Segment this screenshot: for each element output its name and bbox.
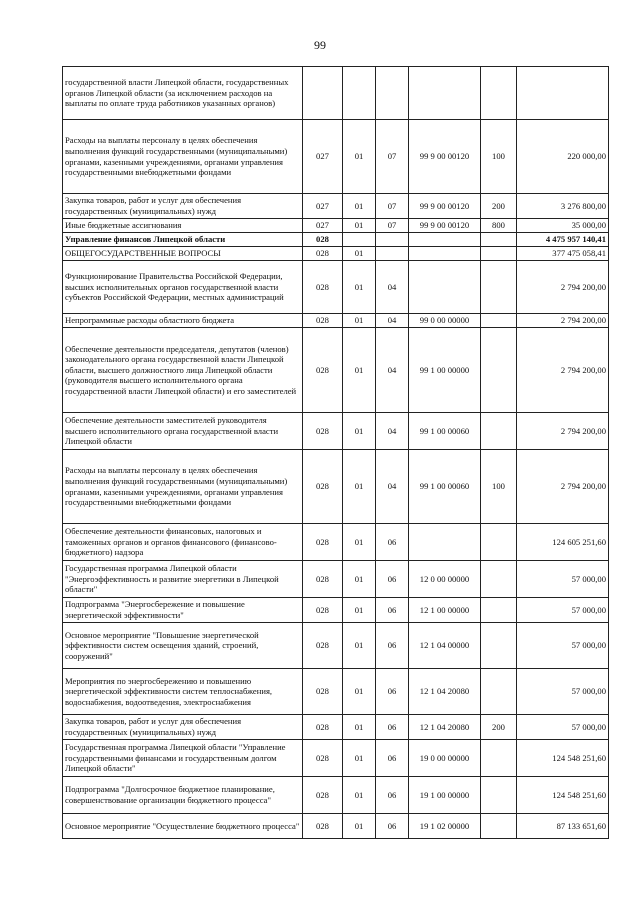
amount-cell: 124 548 251,60 bbox=[517, 740, 609, 777]
subsection-code-cell: 06 bbox=[376, 740, 409, 777]
target-article-cell: 99 0 00 00000 bbox=[409, 314, 481, 328]
expense-type-cell: 200 bbox=[481, 194, 517, 219]
expense-type-cell bbox=[481, 233, 517, 247]
table-row bbox=[63, 669, 609, 715]
amount-cell: 2 794 200,00 bbox=[517, 261, 609, 314]
section-code-cell: 01 bbox=[343, 740, 376, 777]
ministry-code-cell bbox=[303, 67, 343, 120]
section-code-cell bbox=[343, 233, 376, 247]
ministry-code-cell: 028 bbox=[303, 623, 343, 669]
page-number: 99 bbox=[314, 38, 326, 52]
target-article-cell: 12 1 04 20080 bbox=[409, 669, 481, 715]
table-row bbox=[63, 314, 609, 328]
ministry-code-cell: 028 bbox=[303, 247, 343, 261]
ministry-code-cell: 028 bbox=[303, 413, 343, 450]
section-code-cell: 01 bbox=[343, 715, 376, 740]
expense-type-cell: 800 bbox=[481, 219, 517, 233]
target-article-cell: 19 1 00 00000 bbox=[409, 777, 481, 814]
item-name-cell: Закупка товаров, работ и услуг для обеспечения государственных (муниципальных) нужд bbox=[63, 715, 303, 740]
ministry-code-cell: 028 bbox=[303, 777, 343, 814]
item-name-cell: Основное мероприятие "Повышение энергетической эффективности систем освещения зданий, строений, сооружений" bbox=[63, 623, 303, 669]
expense-type-cell bbox=[481, 524, 517, 561]
table-row bbox=[63, 450, 609, 524]
table-row bbox=[63, 623, 609, 669]
expense-type-cell bbox=[481, 413, 517, 450]
ministry-code-cell: 028 bbox=[303, 561, 343, 598]
amount-cell: 377 475 058,41 bbox=[517, 247, 609, 261]
ministry-code-cell: 028 bbox=[303, 233, 343, 247]
section-code-cell: 01 bbox=[343, 194, 376, 219]
table-row bbox=[63, 413, 609, 450]
ministry-code-cell: 028 bbox=[303, 261, 343, 314]
target-article-cell bbox=[409, 233, 481, 247]
expense-type-cell bbox=[481, 623, 517, 669]
item-name-cell: Обеспечение деятельности заместителей руководителя высшего исполнительного органа государственной власти Липецкой области bbox=[63, 413, 303, 450]
table-body bbox=[63, 67, 609, 839]
item-name-cell: Иные бюджетные ассигнования bbox=[63, 219, 303, 233]
section-code-cell: 01 bbox=[343, 328, 376, 413]
ministry-code-cell: 028 bbox=[303, 524, 343, 561]
table-row bbox=[63, 598, 609, 623]
item-name-cell: Расходы на выплаты персоналу в целях обеспечения выполнения функций государственными (муниципальными) органами, казенными учреждениями, органами управления государственными внебюджетными фондами bbox=[63, 120, 303, 194]
amount-cell: 57 000,00 bbox=[517, 561, 609, 598]
section-code-cell: 01 bbox=[343, 314, 376, 328]
expense-type-cell bbox=[481, 777, 517, 814]
target-article-cell: 99 1 00 00000 bbox=[409, 328, 481, 413]
item-name-cell: Государственная программа Липецкой области "Управление государственными финансами и государственным долгом Липецкой области" bbox=[63, 740, 303, 777]
ministry-code-cell: 027 bbox=[303, 120, 343, 194]
section-code-cell: 01 bbox=[343, 450, 376, 524]
subsection-code-cell: 07 bbox=[376, 120, 409, 194]
subsection-code-cell: 04 bbox=[376, 450, 409, 524]
section-code-cell: 01 bbox=[343, 561, 376, 598]
item-name-cell: Функционирование Правительства Российской Федерации, высших исполнительных органов государственной власти субъектов Российской Федерации, местных администраций bbox=[63, 261, 303, 314]
ministry-code-cell: 028 bbox=[303, 740, 343, 777]
subsection-code-cell: 04 bbox=[376, 413, 409, 450]
table-row bbox=[63, 194, 609, 219]
target-article-cell: 19 0 00 00000 bbox=[409, 740, 481, 777]
expense-type-cell bbox=[481, 598, 517, 623]
amount-cell: 57 000,00 bbox=[517, 598, 609, 623]
expense-type-cell bbox=[481, 247, 517, 261]
amount-cell: 2 794 200,00 bbox=[517, 314, 609, 328]
amount-cell: 124 548 251,60 bbox=[517, 777, 609, 814]
target-article-cell bbox=[409, 67, 481, 120]
amount-cell: 2 794 200,00 bbox=[517, 450, 609, 524]
table-row bbox=[63, 328, 609, 413]
item-name-cell: Мероприятия по энергосбережению и повышению энергетической эффективности систем теплоснабжения, водоснабжения, водоотведения, электроснабжения bbox=[63, 669, 303, 715]
ministry-code-cell: 027 bbox=[303, 194, 343, 219]
item-name-cell: Обеспечение деятельности финансовых, налоговых и таможенных органов и органов финансового (финансово-бюджетного) надзора bbox=[63, 524, 303, 561]
expense-type-cell bbox=[481, 669, 517, 715]
section-code-cell: 01 bbox=[343, 669, 376, 715]
expense-type-cell bbox=[481, 561, 517, 598]
section-code-cell: 01 bbox=[343, 247, 376, 261]
item-name-cell: Управление финансов Липецкой области bbox=[63, 233, 303, 247]
expense-type-cell bbox=[481, 740, 517, 777]
item-name-cell: Основное мероприятие "Осуществление бюджетного процесса" bbox=[63, 814, 303, 839]
expense-type-cell: 100 bbox=[481, 120, 517, 194]
target-article-cell: 12 1 04 20080 bbox=[409, 715, 481, 740]
ministry-code-cell: 028 bbox=[303, 715, 343, 740]
item-name-cell: Обеспечение деятельности председателя, депутатов (членов) законодательного органа государственной власти Липецкой области, высшего должностного лица Липецкой области (руководителя высшего исполнительного органа государственной власти Липецкой области) и его заместителей bbox=[63, 328, 303, 413]
target-article-cell bbox=[409, 261, 481, 314]
target-article-cell bbox=[409, 247, 481, 261]
ministry-code-cell: 028 bbox=[303, 328, 343, 413]
target-article-cell: 99 9 00 00120 bbox=[409, 120, 481, 194]
ministry-code-cell: 027 bbox=[303, 219, 343, 233]
subsection-code-cell: 04 bbox=[376, 314, 409, 328]
subsection-code-cell bbox=[376, 247, 409, 261]
expense-type-cell bbox=[481, 814, 517, 839]
subsection-code-cell: 06 bbox=[376, 777, 409, 814]
subsection-code-cell: 06 bbox=[376, 623, 409, 669]
table-row bbox=[63, 561, 609, 598]
subsection-code-cell: 06 bbox=[376, 561, 409, 598]
amount-cell: 124 605 251,60 bbox=[517, 524, 609, 561]
item-name-cell: Подпрограмма "Долгосрочное бюджетное планирование, совершенствование организации бюджетного процесса" bbox=[63, 777, 303, 814]
section-code-cell: 01 bbox=[343, 814, 376, 839]
subsection-code-cell: 04 bbox=[376, 261, 409, 314]
amount-cell: 57 000,00 bbox=[517, 669, 609, 715]
table-row bbox=[63, 67, 609, 120]
item-name-cell: ОБЩЕГОСУДАРСТВЕННЫЕ ВОПРОСЫ bbox=[63, 247, 303, 261]
target-article-cell: 12 0 00 00000 bbox=[409, 561, 481, 598]
ministry-code-cell: 028 bbox=[303, 598, 343, 623]
ministry-code-cell: 028 bbox=[303, 814, 343, 839]
section-code-cell: 01 bbox=[343, 623, 376, 669]
target-article-cell: 99 1 00 00060 bbox=[409, 450, 481, 524]
subsection-code-cell: 06 bbox=[376, 669, 409, 715]
section-code-cell: 01 bbox=[343, 261, 376, 314]
section-code-cell bbox=[343, 67, 376, 120]
section-code-cell: 01 bbox=[343, 413, 376, 450]
amount-cell: 57 000,00 bbox=[517, 623, 609, 669]
amount-cell bbox=[517, 67, 609, 120]
table-row bbox=[63, 715, 609, 740]
ministry-code-cell: 028 bbox=[303, 450, 343, 524]
section-code-cell: 01 bbox=[343, 524, 376, 561]
section-code-cell: 01 bbox=[343, 120, 376, 194]
amount-cell: 4 475 957 140,41 bbox=[517, 233, 609, 247]
subsection-code-cell: 06 bbox=[376, 598, 409, 623]
target-article-cell: 99 1 00 00060 bbox=[409, 413, 481, 450]
subsection-code-cell bbox=[376, 233, 409, 247]
subsection-code-cell: 07 bbox=[376, 194, 409, 219]
section-code-cell: 01 bbox=[343, 219, 376, 233]
table-row bbox=[63, 261, 609, 314]
table-row bbox=[63, 247, 609, 261]
target-article-cell: 99 9 00 00120 bbox=[409, 219, 481, 233]
item-name-cell: государственной власти Липецкой области, государственных органов Липецкой области (за исключением расходов на выплаты по оплате труда работников указанных органов) bbox=[63, 67, 303, 120]
subsection-code-cell: 07 bbox=[376, 219, 409, 233]
section-code-cell: 01 bbox=[343, 777, 376, 814]
section-code-cell: 01 bbox=[343, 598, 376, 623]
subsection-code-cell bbox=[376, 67, 409, 120]
target-article-cell bbox=[409, 524, 481, 561]
subsection-code-cell: 06 bbox=[376, 524, 409, 561]
table-row bbox=[63, 777, 609, 814]
table-row bbox=[63, 233, 609, 247]
expense-type-cell bbox=[481, 261, 517, 314]
subsection-code-cell: 06 bbox=[376, 814, 409, 839]
expense-type-cell: 100 bbox=[481, 450, 517, 524]
ministry-code-cell: 028 bbox=[303, 314, 343, 328]
item-name-cell: Расходы на выплаты персоналу в целях обеспечения выполнения функций государственными (муниципальными) органами, казенными учреждениями, органами управления государственными внебюджетными фондами bbox=[63, 450, 303, 524]
item-name-cell: Государственная программа Липецкой области "Энергоэффективность и развитие энергетики в Липецкой области" bbox=[63, 561, 303, 598]
table-row bbox=[63, 740, 609, 777]
amount-cell: 35 000,00 bbox=[517, 219, 609, 233]
table-row bbox=[63, 219, 609, 233]
amount-cell: 220 000,00 bbox=[517, 120, 609, 194]
expense-type-cell bbox=[481, 314, 517, 328]
target-article-cell: 19 1 02 00000 bbox=[409, 814, 481, 839]
expense-type-cell bbox=[481, 67, 517, 120]
table-row bbox=[63, 120, 609, 194]
table-row bbox=[63, 524, 609, 561]
amount-cell: 3 276 800,00 bbox=[517, 194, 609, 219]
item-name-cell: Подпрограмма "Энергосбережение и повышение энергетической эффективности" bbox=[63, 598, 303, 623]
expense-type-cell bbox=[481, 328, 517, 413]
item-name-cell: Непрограммные расходы областного бюджета bbox=[63, 314, 303, 328]
target-article-cell: 99 9 00 00120 bbox=[409, 194, 481, 219]
amount-cell: 2 794 200,00 bbox=[517, 413, 609, 450]
ministry-code-cell: 028 bbox=[303, 669, 343, 715]
expense-type-cell: 200 bbox=[481, 715, 517, 740]
target-article-cell: 12 1 00 00000 bbox=[409, 598, 481, 623]
budget-table bbox=[62, 66, 609, 839]
amount-cell: 2 794 200,00 bbox=[517, 328, 609, 413]
subsection-code-cell: 06 bbox=[376, 715, 409, 740]
target-article-cell: 12 1 04 00000 bbox=[409, 623, 481, 669]
item-name-cell: Закупка товаров, работ и услуг для обеспечения государственных (муниципальных) нужд bbox=[63, 194, 303, 219]
table-row bbox=[63, 814, 609, 839]
subsection-code-cell: 04 bbox=[376, 328, 409, 413]
amount-cell: 57 000,00 bbox=[517, 715, 609, 740]
amount-cell: 87 133 651,60 bbox=[517, 814, 609, 839]
